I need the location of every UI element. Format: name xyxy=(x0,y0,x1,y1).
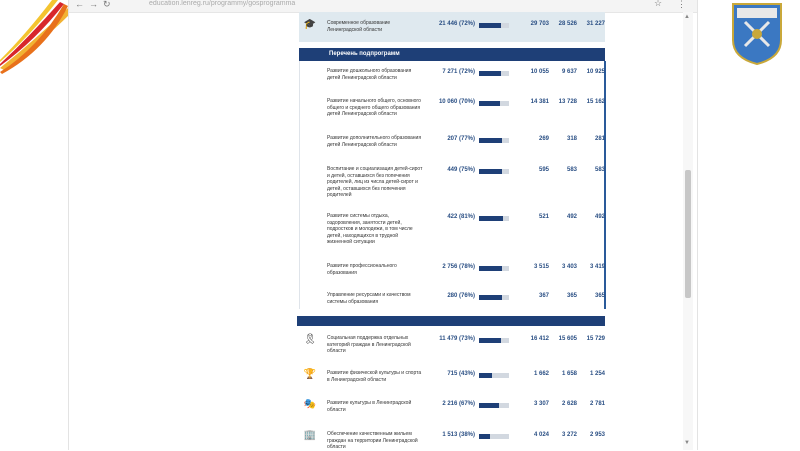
subprogram-progress-fill xyxy=(479,266,502,271)
subprogram-value-2: 365 xyxy=(566,293,577,299)
program-name: Обеспечение качественным жильем граждан на территории Ленинградской области xyxy=(327,431,418,450)
subprogram-value-2: 583 xyxy=(566,167,577,173)
subprogram-value-3: 15 162 xyxy=(586,99,605,105)
program-value-1: 4 024 xyxy=(533,432,549,438)
trophy-icon: 🏆 xyxy=(303,369,317,380)
subprogram-name: Воспитание и социализация детей-сирот и детей, оставшихся без попечения родителей, лиц из числа детей-сирот и детей, оставшихся без попечения родителей xyxy=(327,166,423,198)
subprogram-progress-bar xyxy=(479,138,509,143)
subprogram-value-2: 9 637 xyxy=(561,69,577,75)
subprogram-pct: 2 756 (78%) xyxy=(442,264,475,270)
subprogram-name: Развитие начального общего, основного общего и среднего общего образования детей Ленинградской области xyxy=(327,98,421,117)
graduation-cap-icon: 🎓 xyxy=(303,19,317,30)
subprogram-value-2: 13 728 xyxy=(558,99,577,105)
subprogram-progress-bar xyxy=(479,101,509,106)
scroll-up-arrow-icon[interactable]: ▲ xyxy=(684,14,690,20)
subprogram-value-3: 3 419 xyxy=(589,264,605,270)
subprogram-value-1: 269 xyxy=(538,136,549,142)
main-program-value-1: 29 703 xyxy=(530,21,549,27)
subprogram-pct: 207 (77%) xyxy=(447,136,475,142)
program-name: Развитие культуры в Ленинградской области xyxy=(327,400,412,413)
program-value-3: 1 254 xyxy=(589,371,605,377)
theater-icon: 🎭 xyxy=(303,399,317,410)
scroll-down-arrow-icon[interactable]: ▼ xyxy=(684,440,690,446)
subprogram-progress-fill xyxy=(479,169,502,174)
subprogram-progress-fill xyxy=(479,216,503,221)
program-progress-bar xyxy=(479,373,509,378)
subprogram-progress-fill xyxy=(479,138,502,143)
program-progress-bar xyxy=(479,338,509,343)
subprogram-value-1: 595 xyxy=(538,167,549,173)
subprogram-value-1: 521 xyxy=(538,214,549,220)
forward-icon[interactable]: → xyxy=(89,0,98,9)
subprogram-progress-fill xyxy=(479,71,501,76)
subprograms-header xyxy=(299,48,605,61)
back-icon[interactable]: ← xyxy=(75,0,84,9)
main-program-progress-bar xyxy=(479,23,509,28)
subprogram-value-3: 10 925 xyxy=(586,69,605,75)
program-value-2: 1 658 xyxy=(561,371,577,377)
subprogram-progress-bar xyxy=(479,216,509,221)
building-icon: 🏢 xyxy=(303,430,317,441)
ribbon-icon: 🎗 xyxy=(303,334,317,345)
program-progress-bar xyxy=(479,403,509,408)
subprogram-name: Развитие системы отдыха, оздоровления, занятости детей, подростков и молодежи, в том числе детей, находящихся в трудной жизненной ситуации xyxy=(327,213,413,245)
subprogram-progress-bar xyxy=(479,71,509,76)
program-value-1: 1 662 xyxy=(533,371,549,377)
subprogram-value-1: 10 055 xyxy=(530,69,549,75)
subprogram-value-1: 367 xyxy=(538,293,549,299)
program-pct: 2 216 (67%) xyxy=(442,401,475,407)
program-pct: 1 513 (38%) xyxy=(442,432,475,438)
scrollbar-thumb[interactable] xyxy=(685,170,691,298)
program-value-1: 16 412 xyxy=(530,336,549,342)
program-name: Социальная поддержка отдельных категорий граждан в Ленинградской области xyxy=(327,335,411,354)
program-value-2: 3 272 xyxy=(561,432,577,438)
subprogram-value-3: 492 xyxy=(594,214,605,220)
subprogram-progress-bar xyxy=(479,169,509,174)
subprogram-value-1: 3 515 xyxy=(533,264,549,270)
subprogram-progress-fill xyxy=(479,101,500,106)
program-progress-fill xyxy=(479,434,490,439)
subprogram-pct: 422 (81%) xyxy=(447,214,475,220)
main-program-value-3: 31 227 xyxy=(586,21,605,27)
program-progress-bar xyxy=(479,434,509,439)
program-value-1: 3 307 xyxy=(533,401,549,407)
program-value-2: 15 605 xyxy=(558,336,577,342)
program-progress-fill xyxy=(479,403,499,408)
browser-window xyxy=(68,0,698,450)
scrollbar[interactable] xyxy=(683,12,693,450)
program-pct: 11 479 (73%) xyxy=(439,336,475,342)
subprogram-value-3: 365 xyxy=(594,293,605,299)
main-program-progress-fill xyxy=(479,23,501,28)
subprogram-value-1: 14 381 xyxy=(530,99,549,105)
program-progress-fill xyxy=(479,338,501,343)
subprogram-progress-bar xyxy=(479,266,509,271)
subprogram-pct: 10 060 (70%) xyxy=(438,99,475,105)
bookmark-star-icon[interactable]: ☆ xyxy=(654,0,663,8)
main-program-pct: 21 446 (72%) xyxy=(438,21,475,27)
subprogram-pct: 280 (76%) xyxy=(447,293,475,299)
main-program-value-2: 28 526 xyxy=(558,21,577,27)
subprogram-name: Развитие профессионального образования xyxy=(327,263,397,276)
main-program-name: Современное образование Ленинградской области xyxy=(327,20,391,33)
url-field[interactable]: education.lenreg.ru/programmy/gosprogramma xyxy=(149,0,296,7)
program-pct: 715 (43%) xyxy=(447,371,475,377)
program-table xyxy=(229,0,605,450)
coat-of-arms-icon xyxy=(727,0,787,66)
browser-menu-icon[interactable]: ⋮ xyxy=(677,0,686,9)
subprogram-value-2: 3 403 xyxy=(561,264,577,270)
subprogram-value-2: 492 xyxy=(566,214,577,220)
program-name: Развитие физической культуры и спорта в Ленинградской области xyxy=(327,370,422,383)
program-value-3: 2 953 xyxy=(589,432,605,438)
subprogram-name: Развитие дошкольного образования детей Ленинградской области xyxy=(327,68,412,81)
subprogram-name: Развитие дополнительного образования детей Ленинградской области xyxy=(327,135,422,148)
subprogram-value-3: 281 xyxy=(594,136,605,142)
subprogram-pct: 449 (75%) xyxy=(447,167,475,173)
program-value-3: 2 781 xyxy=(589,401,605,407)
section-divider-band xyxy=(297,316,605,326)
reload-icon[interactable]: ↻ xyxy=(103,0,111,9)
subprogram-value-2: 318 xyxy=(566,136,577,142)
subprograms-header-label: Перечень подпрограмм xyxy=(329,51,400,57)
subprogram-progress-bar xyxy=(479,295,509,300)
subprogram-pct: 7 271 (72%) xyxy=(442,69,475,75)
subprogram-name: Управление ресурсами и качеством системы образования xyxy=(327,292,411,305)
subprogram-progress-fill xyxy=(479,295,502,300)
subprogram-value-3: 583 xyxy=(594,167,605,173)
program-value-2: 2 628 xyxy=(561,401,577,407)
program-value-3: 15 729 xyxy=(586,336,605,342)
program-progress-fill xyxy=(479,373,492,378)
